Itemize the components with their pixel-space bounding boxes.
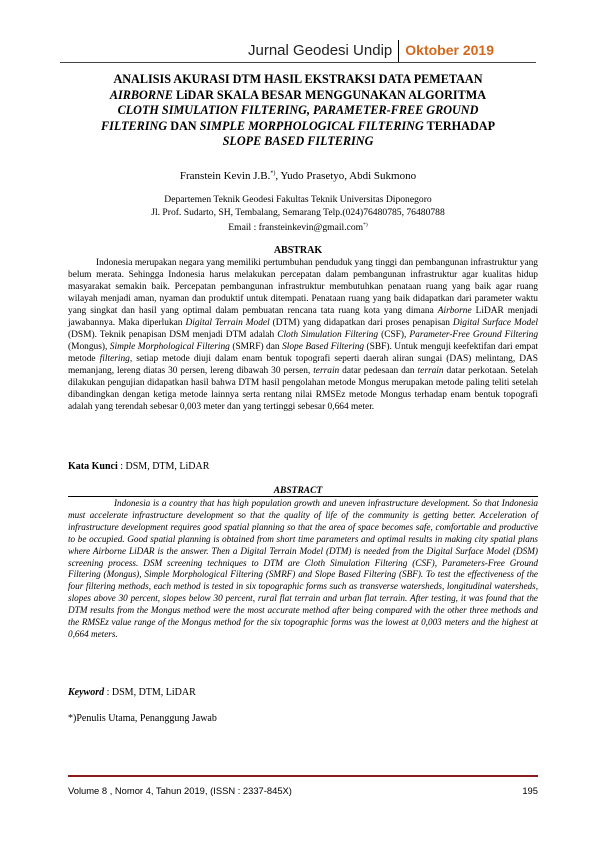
- title-filtering: FILTERING: [100, 118, 168, 133]
- abstrak-term: Simple Morphological Filtering: [109, 342, 230, 352]
- abstrak-text: datar perkotaan. Setelah dilakukan pengujian didapatkan hasil bahwa DTM hasil pengolahan metode Mongus merupakan metode paling teliti setelah dibandingkan dengan ketiga metode lainnya serta rentang nilai RMSEz metode Mongus terhadap enam bentuk topografi adalah yang terendah sebesar 0,003 meter dan yang tertinggi sebesar 0,664 meter.: [68, 366, 538, 412]
- email-line: [60, 219, 536, 235]
- journal-name: Jurnal Geodesi Undip: [248, 40, 399, 62]
- abstrak-term: Slope Based Filtering: [282, 342, 365, 352]
- title-terhadap: TERHADAP: [423, 118, 496, 133]
- abstrak-text: , setiap metode diuji dalam enam bentuk topografi seperti daerah aliran sungai (DAS) melintang, DAS memanjang, lereng diatas 30 persen, lereng dibawah 30 persen,: [68, 354, 538, 376]
- kata-kunci: [68, 461, 209, 472]
- footer-volume: Volume 8 , Nomor 4, Tahun 2019, (ISSN : 2337-845X): [68, 785, 292, 796]
- title-line-4: [68, 119, 528, 135]
- abstrak-text: datar pedesaan dan: [339, 366, 418, 376]
- abstrak-term: Parameter-Free Ground Filtering: [409, 330, 539, 340]
- keyword-line: [68, 687, 196, 698]
- email[interactable]: Email : fransteinkevin@gmail.com: [228, 222, 364, 234]
- abstrak-term: filtering: [99, 354, 130, 364]
- title-smf: SIMPLE MORPHOLOGICAL FILTERING: [199, 118, 424, 133]
- abstrak-text: (CSF),: [378, 330, 410, 340]
- keyword-value: : DSM, DTM, LiDAR: [104, 687, 196, 698]
- title-line-2: [68, 88, 528, 104]
- title-airborne: AIRBORNE: [109, 87, 173, 102]
- header-divider: [60, 62, 536, 63]
- abstrak-paragraph: [68, 257, 538, 413]
- paper-title: [68, 72, 528, 150]
- abstrak-text: (DTM) yang didapatkan dari proses penapisan: [269, 318, 453, 328]
- abstract-body: [68, 498, 538, 641]
- title-line-2-rest: LiDAR SKALA BESAR MENGGUNAKAN ALGORITMA: [172, 87, 487, 102]
- footer-divider: [68, 775, 538, 777]
- abstrak-body: [68, 257, 538, 413]
- co-authors: , Yudo Prasetyo, Abdi Sukmono: [275, 170, 417, 182]
- address: Jl. Prof. Sudarto, SH, Tembalang, Semarang Telp.(024)76480785, 76480788: [151, 206, 445, 218]
- abstrak-text: (SBF). Untuk menguji keefektifan dari empat metode: [68, 342, 538, 364]
- journal-header: [248, 40, 535, 62]
- title-line-1: ANALISIS AKURASI DTM HASIL EKSTRAKSI DATA PEMETAAN: [113, 72, 483, 86]
- abstrak-text: LiDAR menjadi jawabannya. Maka diperlukan: [68, 306, 538, 328]
- department: Departemen Teknik Geodesi Fakultas Teknik Universitas Diponegoro: [164, 194, 432, 205]
- abstrak-text: (DSM). Teknik penapisan DSM menjadi DTM adalah: [68, 330, 278, 340]
- abstrak-term: terrain: [417, 366, 444, 376]
- kata-kunci-value: : DSM, DTM, LiDAR: [117, 461, 210, 472]
- corresponding-mark: *): [270, 170, 276, 177]
- title-line-5: SLOPE BASED FILTERING: [222, 134, 374, 148]
- affiliation: [60, 194, 536, 235]
- corresponding-note: *)Penulis Utama, Penanggung Jawab: [68, 713, 217, 724]
- abstract-heading: ABSTRACT: [273, 486, 323, 496]
- abstrak-heading: ABSTRAK: [273, 245, 323, 256]
- abstrak-text: (SMRF) dan: [229, 342, 283, 352]
- email-mark: *): [363, 222, 368, 228]
- title-dan: DAN: [167, 118, 200, 133]
- abstrak-term: Digital Surface Model: [452, 318, 539, 328]
- keyword-label: Keyword: [68, 687, 105, 698]
- kata-kunci-label: Kata Kunci: [68, 461, 118, 472]
- author-list: [60, 170, 536, 182]
- abstrak-term: terrain: [313, 366, 340, 376]
- issue-date: Oktober 2019: [405, 42, 494, 58]
- title-line-3: CLOTH SIMULATION FILTERING, PARAMETER-FREE GROUND: [117, 103, 479, 117]
- first-author: Franstein Kevin J.B.: [179, 170, 271, 182]
- abstrak-term: Airborne: [437, 306, 472, 316]
- abstrak-text: (Mongus),: [68, 342, 110, 352]
- abstrak-term: Cloth Simulation Filtering: [277, 330, 379, 340]
- abstrak-text: Indonesia merupakan negara yang memiliki pertumbuhan penduduk yang tinggi dan pembangunan infrastruktur yang belum merata. Sehingga Indonesia harus melakukan percepatan dalam pembangunan infrastruktur agar kualitas hidup masyarakat semakin baik. Percepatan pembangunan infrastruktur membutuhkan penataan ruang yang baik agar ruang wilayah menjadi aman, nyaman dan produktif untuk ditempati. Penataan ruang yang baik didapatkan dari parameter waktu yang singkat dan hasil yang optimal dalam pembuatan rencana tata ruang kota yang dimana: [68, 258, 538, 316]
- abstract-divider: [68, 496, 538, 497]
- abstrak-term: Digital Terrain Model: [185, 318, 270, 328]
- page-number: 195: [522, 785, 538, 796]
- abstract-paragraph: Indonesia is a country that has high population growth and uneven infrastructure development. So that Indonesia must accelerate infrastructure development so that the quality of life of the community is getting better. Acceleration of infrastructure development requires good spatial planning so that the area of space becomes safe, comfortable and productive to be occupied. Good spatial planning is obtained from short time parameters and optimal results in making city spatial plans where Airborne LiDAR is the answer. Then a Digital Terrain Model (DTM) is needed from the Digital Surface Model (DSM) screening process. DSM screening techniques to DTM are Cloth Simulation Filtering (CSF), Parameters-Free Ground Filtering (Mongus), Simple Morphological Filtering (SMRF) and Slope Based Filtering (SBF). To test the effectiveness of the four filtering methods, each method is tested in six topographic forms such as transverse watersheds, longitudinal watersheds, slopes above 30 percent, slopes below 30 percent, rural flat terrain and urban flat terrain. After testing, it was found that the DTM results from the Mongus method were the most accurate method after being compared with the other three methods and the RMSEz value range of the Mongus method for the six topographic forms was the lowest at 0,003 meters and the highest at 0,664 meters.: [68, 498, 538, 639]
